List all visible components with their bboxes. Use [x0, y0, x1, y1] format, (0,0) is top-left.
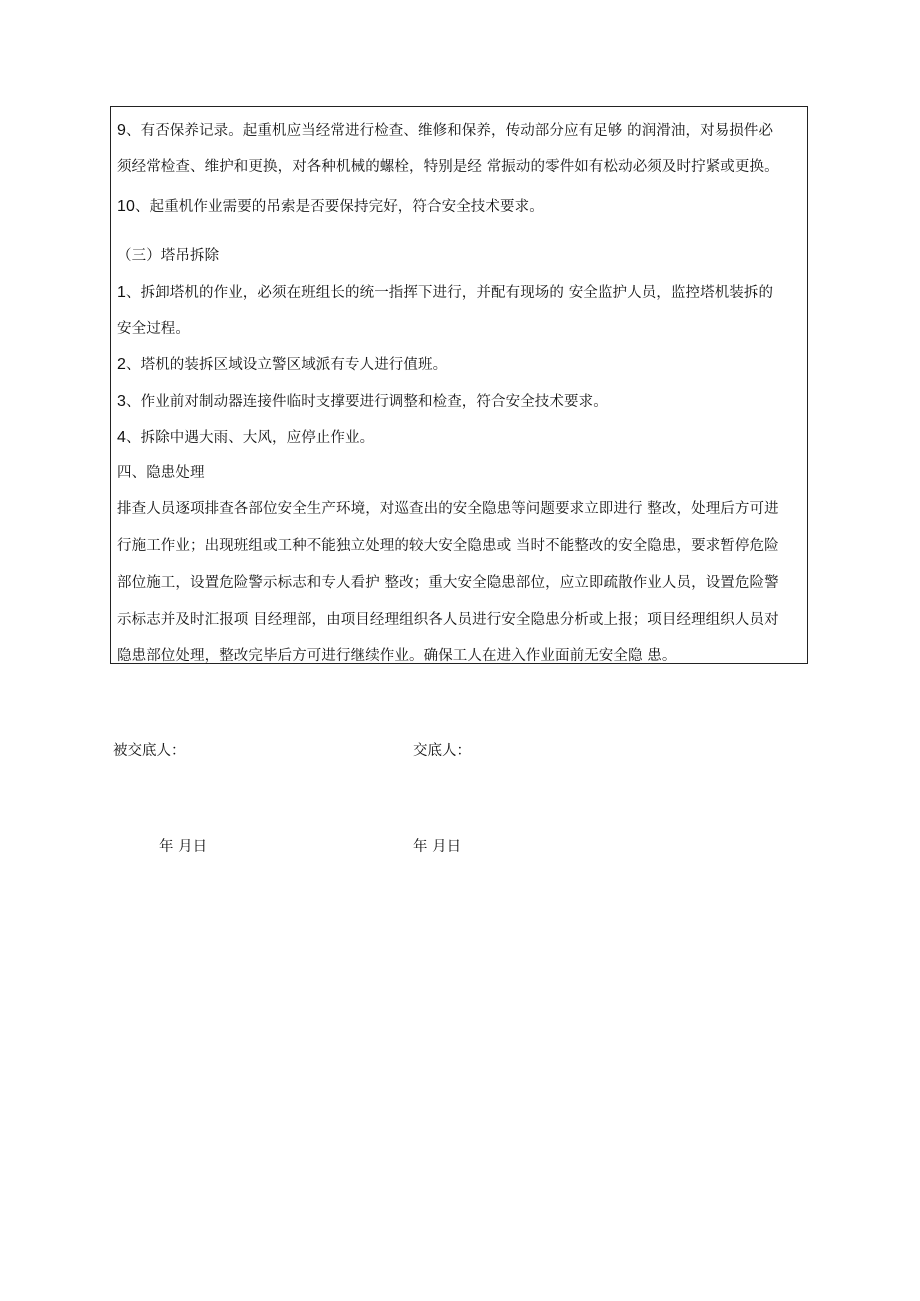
discloser-signature-label: 交底人： — [413, 743, 471, 759]
item-number: 1 — [117, 284, 126, 301]
removal-item-3 — [117, 392, 608, 412]
removal-item-1-line-2: 安全过程。 — [117, 321, 190, 337]
item-number: 9 — [117, 122, 126, 139]
item-9-line-1 — [117, 121, 773, 141]
item-9-line-2: 须经常检查、维护和更换，对各种机械的螺栓，特别是经 常振动的零件如有松动必须及时拧紧或更换。 — [117, 159, 779, 175]
item-number: 4 — [117, 429, 126, 446]
recipient-date: 年 月日 — [159, 839, 208, 855]
item-text: 、起重机作业需要的吊索是否要保持完好，符合安全技术要求。 — [135, 199, 544, 215]
item-number: 3 — [117, 393, 126, 410]
item-text: 、作业前对制动器连接件临时支撑要进行调整和检查，符合安全技术要求。 — [126, 394, 608, 410]
item-10 — [117, 197, 544, 217]
item-text: 、拆卸塔机的作业，必须在班组长的统一指挥下进行，并配有现场的 安全监护人员，监控塔机装拆的 — [126, 285, 774, 301]
section-heading-tower-crane-removal: （三）塔吊拆除 — [117, 248, 220, 264]
item-text: 、有否保养记录。起重机应当经常进行检查、维修和保养，传动部分应有足够 的润滑油，对易损件必 — [126, 123, 774, 139]
section-heading-hazard-handling: 四、隐患处理 — [117, 465, 205, 481]
recipient-signature-label: 被交底人： — [113, 743, 186, 759]
safety-briefing-content-box — [110, 106, 808, 664]
hazard-paragraph-line-4: 示标志并及时汇报项 目经理部，由项目经理组织各人员进行安全隐患分析或上报；项目经理组织人员对 — [117, 612, 779, 628]
hazard-paragraph-line-5: 隐患部位处理，整改完毕后方可进行继续作业。确保工人在进入作业面前无安全隐 患。 — [117, 648, 677, 664]
item-text: 、塔机的装拆区域设立警区域派有专人进行值班。 — [126, 357, 448, 373]
hazard-paragraph-line-3: 部位施工，设置危险警示标志和专人看护 整改；重大安全隐患部位，应立即疏散作业人员，设置危险警 — [117, 575, 779, 591]
removal-item-4 — [117, 428, 374, 448]
removal-item-1-line-1 — [117, 283, 773, 303]
item-text: 、拆除中遇大雨、大风，应停止作业。 — [126, 430, 375, 446]
item-number: 2 — [117, 356, 126, 373]
removal-item-2 — [117, 355, 447, 375]
hazard-paragraph-line-1: 排查人员逐项排查各部位安全生产环境，对巡查出的安全隐患等问题要求立即进行 整改，处理后方可进 — [117, 501, 779, 517]
discloser-date: 年 月日 — [413, 839, 462, 855]
hazard-paragraph-line-2: 行施工作业；出现班组或工种不能独立处理的较大安全隐患或 当时不能整改的安全隐患，要求暂停危险 — [117, 538, 779, 554]
item-number: 10 — [117, 198, 135, 215]
